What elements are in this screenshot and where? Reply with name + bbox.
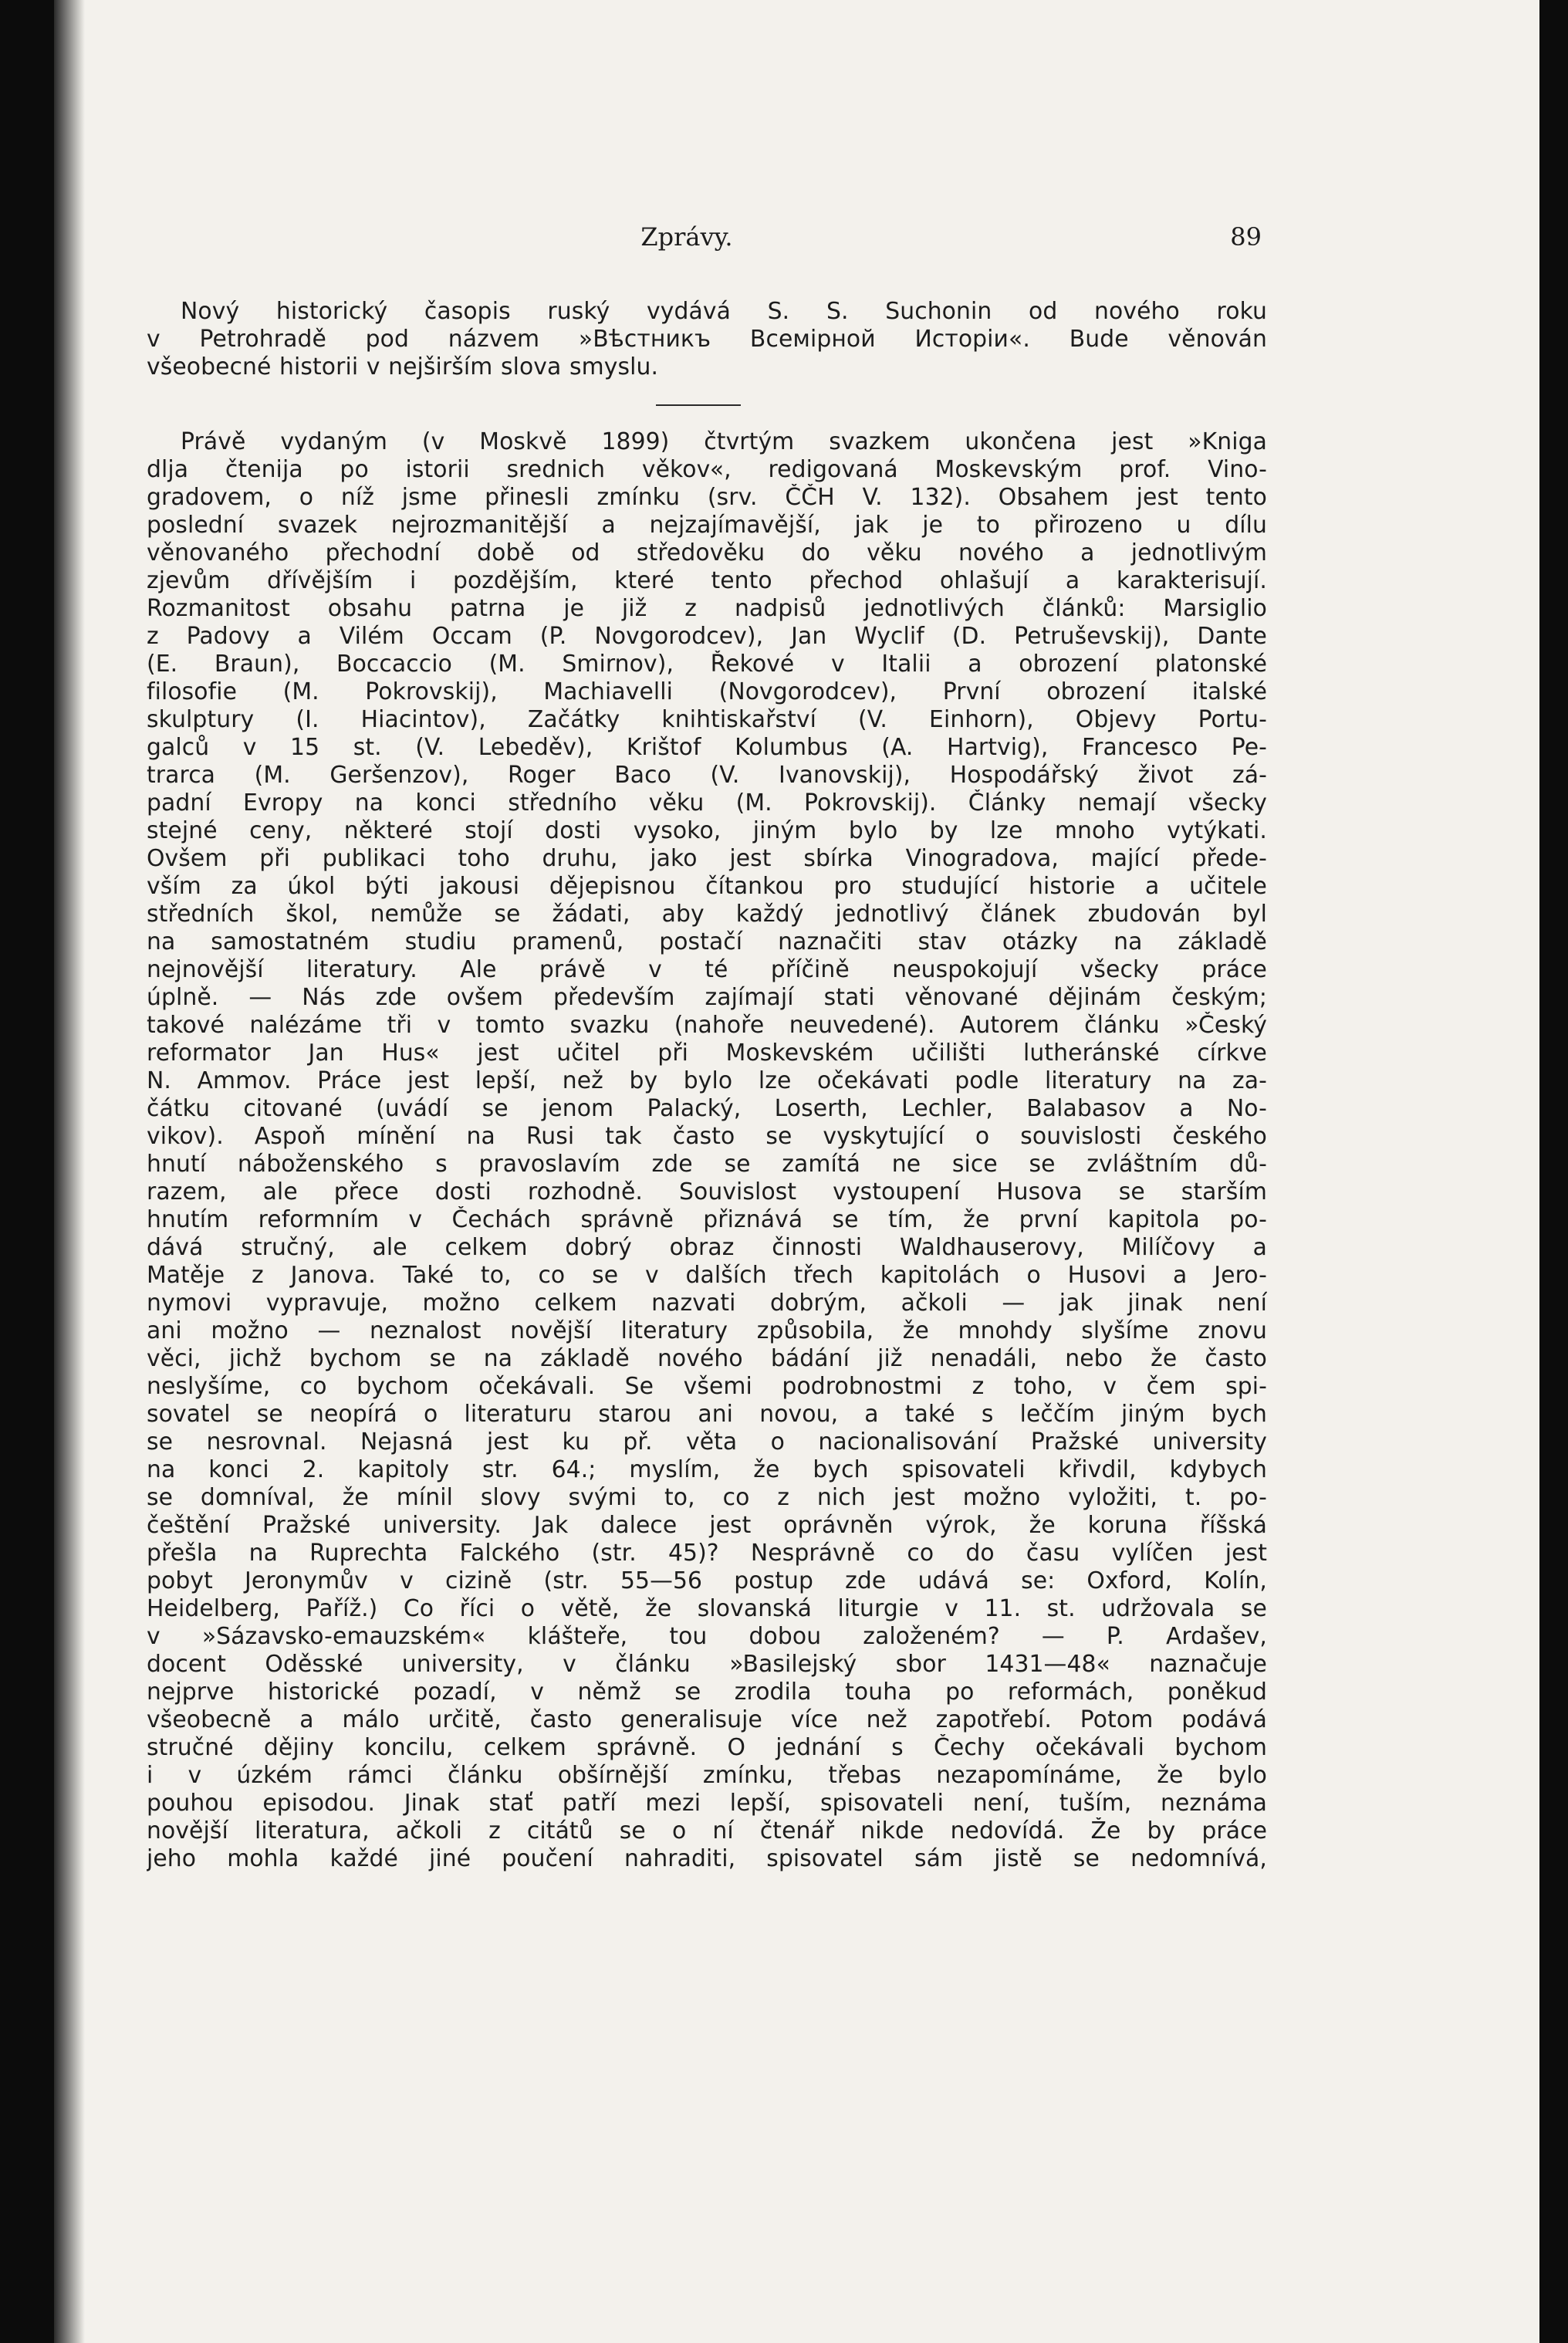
text-line: ani možno — neznalost novější literatury způsobila, že mnohdy slyšíme znovu [147, 1317, 1267, 1344]
text-line: N. Ammov. Práce jest lepší, než by bylo lze očekávati podle literatury na za- [147, 1067, 1267, 1094]
text-line: dává stručný, ale celkem dobrý obraz činnosti Waldhauserovy, Milíčovy a [147, 1234, 1267, 1261]
text-line: Právě vydaným (v Moskvě 1899) čtvrtým svazkem ukončena jest »Kniga [181, 428, 1267, 455]
text-line: čátku citované (uvádí se jenom Palacký, Loserth, Lechler, Balabasov a No- [147, 1095, 1267, 1122]
text-line: neslyšíme, co bychom očekávali. Se všemi podrobnostmi z toho, v čem spi- [147, 1373, 1267, 1400]
text-line: gradovem, o níž jsme přinesli zmínku (srv. ČČH V. 132). Obsahem jest tento [147, 484, 1267, 511]
text-line: zjevům dřívějším i pozdějším, které tento přechod ohlašují a karakterisují. [147, 567, 1267, 594]
text-line: pobyt Jeronymův v cizině (str. 55—56 postup zde udává se: Oxford, Kolín, [147, 1567, 1267, 1594]
text-line: filosofie (M. Pokrovskij), Machiavelli (Novgorodcev), První obrození italské [147, 678, 1267, 705]
text-line: z Padovy a Vilém Occam (P. Novgorodcev), Jan Wyclif (D. Petruševskij), Dante [147, 623, 1267, 650]
text-line: Ovšem při publikaci toho druhu, jako jest sbírka Vinogradova, mající přede- [147, 845, 1267, 872]
text-line: se domníval, že mínil slovy svými to, co z nich jest možno vyložiti, t. po- [147, 1484, 1267, 1511]
text-line: Nový historický časopis ruský vydává S. S. Suchonin od nového roku [181, 298, 1267, 325]
text-line: nymovi vypravuje, možno celkem nazvati dobrým, ačkoli — jak jinak není [147, 1290, 1267, 1317]
text-line: sovatel se neopírá o literaturu starou ani novou, a také s leččím jiným bych [147, 1401, 1267, 1428]
text-line: se nesrovnal. Nejasná jest ku př. věta o nacionalisování Pražské university [147, 1428, 1267, 1456]
text-line: na konci 2. kapitoly str. 64.; myslím, že bych spisovateli křivdil, kdybych [147, 1456, 1267, 1483]
text-line: středních škol, nemůže se žádati, aby každý jednotlivý článek zbudován byl [147, 901, 1267, 928]
text-line: věnovaného přechodní době od středověku do věku nového a jednotlivým [147, 539, 1267, 566]
text-line: vším za úkol býti jakousi dějepisnou čítankou pro studující historie a učitele [147, 873, 1267, 900]
text-line: hnutím reformním v Čechách správně přiznává se tím, že první kapitola po- [147, 1206, 1267, 1233]
text-line: takové nalézáme tři v tomto svazku (nahoře neuvedené). Autorem článku »Český [147, 1012, 1267, 1039]
text-line: na samostatném studiu pramenů, postačí naznačiti stav otázky na základě [147, 928, 1267, 955]
text-line: všeobecně a málo určitě, často generalisuje více než zapotřebí. Potom podává [147, 1706, 1267, 1733]
text-line: pouhou episodou. Jinak stať patří mezi lepší, spisovateli není, tuším, neznáma [147, 1790, 1267, 1817]
text-line: razem, ale přece dosti rozhodně. Souvislost vystoupení Husova se starším [147, 1178, 1267, 1205]
text-line: jeho mohla každé jiné poučení nahraditi, spisovatel sám jistě se nedomnívá, [147, 1845, 1267, 1872]
text-line: galců v 15 st. (V. Lebeděv), Krištof Kolumbus (A. Hartvig), Francesco Pe- [147, 734, 1267, 761]
text-line: stručné dějiny koncilu, celkem správně. O jednání s Čechy očekávali bychom [147, 1734, 1267, 1761]
binding-shadow [54, 0, 85, 2343]
text-line: nejprve historické pozadí, v němž se zrodila touha po reformách, poněkud [147, 1679, 1267, 1706]
text-line: v Petrohradě pod názvem »Вѣстникъ Всемірной Исторіи«. Bude věnován [147, 326, 1267, 353]
text-line: padní Evropy na konci středního věku (M. Pokrovskij). Články nemají všecky [147, 789, 1267, 816]
text-line: poslední svazek nejrozmanitější a nejzajímavější, jak je to přirozeno u dílu [147, 512, 1267, 539]
text-line: (E. Braun), Boccaccio (M. Smirnov), Řekové v Italii a obrození platonské [147, 651, 1267, 678]
text-line: reformator Jan Hus« jest učitel při Moskevském učilišti lutheránské církve [147, 1040, 1267, 1067]
text-line: češtění Pražské university. Jak dalece jest oprávněn výrok, že koruna říšská [147, 1512, 1267, 1539]
text-line: přešla na Ruprechta Falckého (str. 45)? Nesprávně co do času vylíčen jest [147, 1540, 1267, 1567]
text-line: i v úzkém rámci článku obšírnější zmínku, třebas nezapomínáme, že bylo [147, 1762, 1267, 1789]
text-line: nejnovější literatury. Ale právě v té příčině neuspokojují všecky práce [147, 956, 1267, 983]
text-line: dlja čtenija po istorii srednich věkov«, redigovaná Moskevským prof. Vino- [147, 456, 1267, 483]
text-line: trarca (M. Geršenzov), Roger Baco (V. Ivanovskij), Hospodářský život zá- [147, 762, 1267, 789]
text-line: Heidelberg, Paříž.) Co říci o větě, že slovanská liturgie v 11. st. udržovala se [147, 1595, 1267, 1622]
running-title: Zprávy. [640, 222, 733, 252]
page-header [147, 222, 1262, 253]
text-line: skulptury (I. Hiacintov), Začátky knihtiskařství (V. Einhorn), Objevy Portu- [147, 706, 1267, 733]
text-line: novější literatura, ačkoli z citátů se o ní čtenář nikde nedovídá. Že by práce [147, 1817, 1267, 1844]
text-line: Rozmanitost obsahu patrna je již z nadpisů jednotlivých článků: Marsiglio [147, 595, 1267, 622]
text-line: stejné ceny, některé stojí dosti vysoko, jiným bylo by lze mnoho vytýkati. [147, 817, 1267, 844]
text-line: vikov). Aspoň mínění na Rusi tak často se vyskytující o souvislosti českého [147, 1123, 1267, 1150]
paragraph-1 [147, 298, 1267, 381]
page-number: 89 [1230, 222, 1262, 252]
text-line: Matěje z Janova. Také to, co se v dalších třech kapitolách o Husovi a Jero- [147, 1262, 1267, 1289]
text-line: věci, jichž bychom se na základě nového bádání již nenadáli, nebo že často [147, 1345, 1267, 1372]
text-line: hnutí náboženského s pravoslavím zde se zamítá ne sice se zvláštním dů- [147, 1151, 1267, 1178]
text-line: úplně. — Nás zde ovšem především zajímají stati věnované dějinám českým; [147, 984, 1267, 1011]
text-line: docent Oděsské university, v článku »Basilejský sbor 1431—48« naznačuje [147, 1651, 1267, 1678]
section-divider [656, 404, 741, 406]
paragraph-2 [147, 428, 1267, 1873]
text-line: všeobecné historii v nejširším slova smyslu. [147, 353, 659, 380]
text-line: v »Sázavsko-emauzském« klášteře, tou dobou založeném? — P. Ardašev, [147, 1623, 1267, 1650]
